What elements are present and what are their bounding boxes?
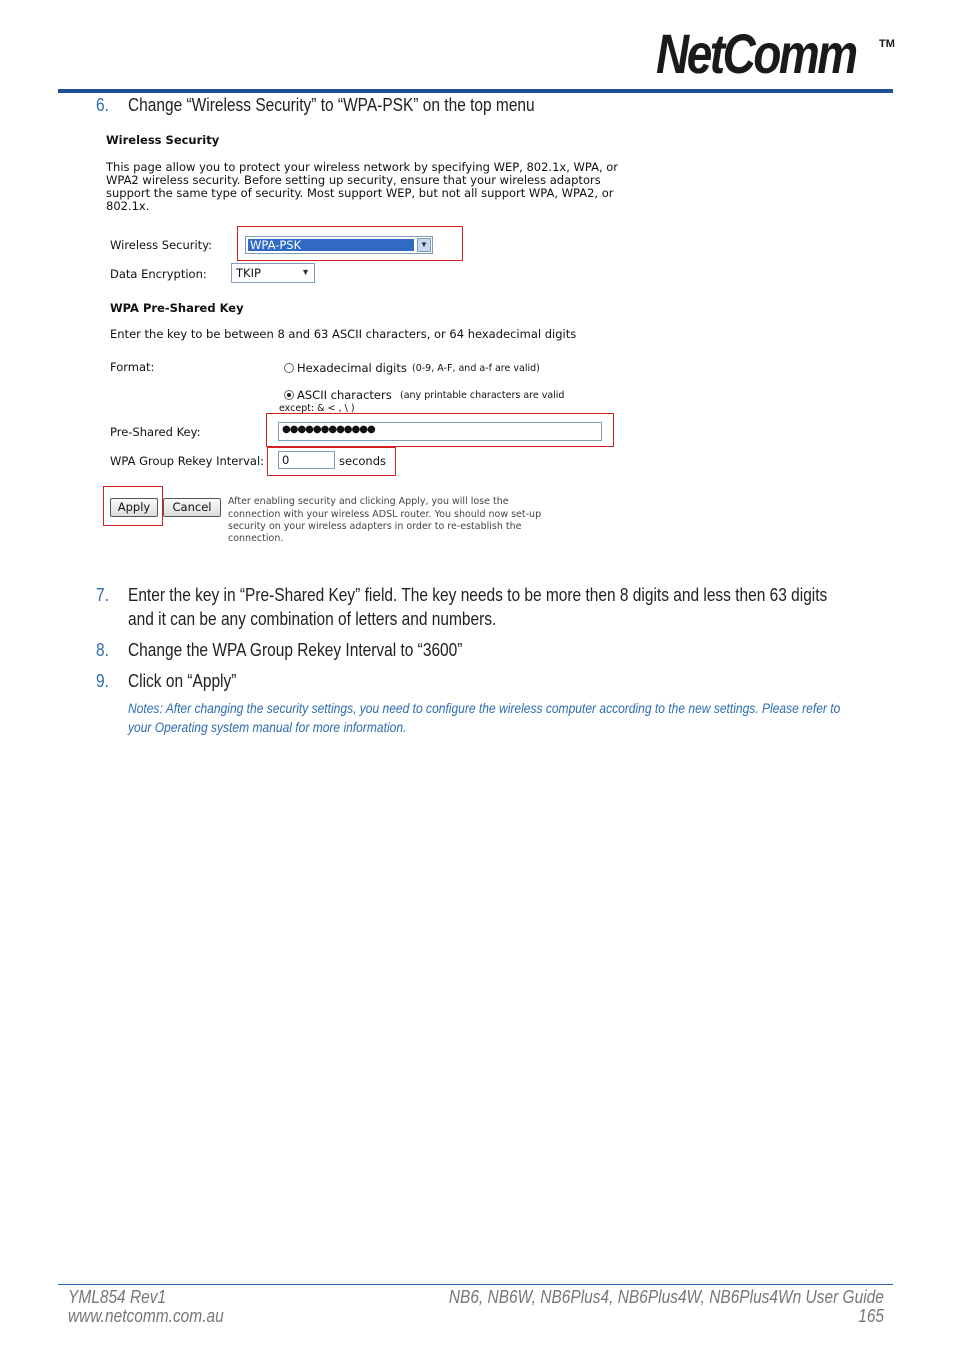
data-encryption-value: TKIP	[236, 266, 261, 280]
footer-models: NB6, NB6W, NB6Plus4, NB6Plus4W, NB6Plus4Wn	[448, 1287, 802, 1307]
step-text: Click on “Apply”	[128, 671, 237, 691]
apply-note-line: After enabling security and clicking Apply, you will lose the	[228, 496, 509, 507]
router-screenshot	[100, 125, 660, 555]
header-rule	[58, 89, 893, 93]
apply-note-line: connection.	[228, 533, 284, 544]
note-line: your Operating system manual for more information.	[128, 719, 407, 735]
netcomm-logo: NetComm	[656, 22, 856, 85]
footer-guide: User Guide	[801, 1287, 884, 1307]
psk-hint: Enter the key to be between 8 and 63 ASCII characters, or 64 hexadecimal digits	[110, 327, 577, 341]
step-text: Change the WPA Group Rekey Interval to “3600”	[128, 640, 463, 660]
apply-button[interactable]: Apply	[110, 498, 158, 517]
step-text-continued: and it can be any combination of letters and numbers.	[128, 609, 497, 629]
ascii-label: ASCII characters	[297, 388, 392, 402]
rekey-interval-value: 0	[282, 453, 290, 467]
step-number: 6.	[96, 95, 109, 115]
hex-note: (0-9, A-F, and a-f are valid)	[412, 363, 540, 374]
apply-note-line: security on your wireless adapters in order to re-establish the	[228, 521, 522, 532]
step-text: Change “Wireless Security” to “WPA-PSK” on the top menu	[128, 95, 535, 115]
intro-line: support the same type of security. Most support WEP, but not all support WPA, WPA2, or	[106, 186, 614, 200]
wireless-security-label: Wireless Security:	[110, 238, 213, 252]
hex-label: Hexadecimal digits	[297, 361, 407, 375]
hex-radio[interactable]	[284, 363, 294, 373]
cancel-button[interactable]: Cancel	[163, 498, 221, 517]
footer-doc-id: YML854 Rev1	[68, 1287, 167, 1307]
ascii-radio[interactable]	[284, 390, 294, 400]
page-number: 165	[858, 1306, 884, 1326]
data-encryption-select[interactable]	[231, 263, 315, 283]
footer-product	[449, 1287, 884, 1308]
footer-rule	[58, 1284, 893, 1285]
ascii-note-continued: except: & < , \ )	[279, 403, 355, 414]
step-number: 8.	[96, 640, 109, 660]
wireless-security-value: WPA-PSK	[250, 238, 302, 252]
chevron-down-icon: ▼	[301, 267, 310, 277]
data-encryption-label: Data Encryption:	[110, 267, 207, 281]
format-label: Format:	[110, 360, 155, 374]
footer-url: www.netcomm.com.au	[68, 1306, 224, 1326]
screenshot-title: Wireless Security	[106, 133, 220, 147]
rekey-unit: seconds	[339, 454, 387, 468]
apply-note-line: connection with your wireless ADSL router. You should now set-up	[228, 509, 542, 520]
pre-shared-key-input[interactable]	[278, 422, 602, 441]
chevron-down-icon[interactable]: ▼	[417, 238, 431, 252]
ascii-note: (any printable characters are valid	[400, 390, 565, 401]
pre-shared-key-value: ●●●●●●●●●●●●	[282, 424, 375, 435]
wireless-security-select[interactable]	[245, 236, 433, 254]
psk-heading: WPA Pre-Shared Key	[110, 301, 244, 315]
rekey-interval-label: WPA Group Rekey Interval:	[110, 454, 265, 468]
pre-shared-key-label: Pre-Shared Key:	[110, 425, 201, 439]
intro-line: 802.1x.	[106, 199, 150, 213]
trademark-mark: TM	[879, 38, 895, 50]
rekey-interval-input[interactable]	[278, 451, 335, 469]
step-number: 9.	[96, 671, 109, 691]
intro-line: WPA2 wireless security. Before setting up security, ensure that your wireless adaptors	[106, 173, 601, 187]
intro-line: This page allow you to protect your wireless network by specifying WEP, 802.1x, WPA, or	[106, 160, 619, 174]
step-text: Enter the key in “Pre-Shared Key” field. The key needs to be more then 8 digits and less then 63 digits	[128, 585, 828, 605]
step-number: 7.	[96, 585, 109, 605]
note-line: Notes: After changing the security settings, you need to configure the wireless computer according to the new settings. Please refer to	[128, 700, 841, 716]
